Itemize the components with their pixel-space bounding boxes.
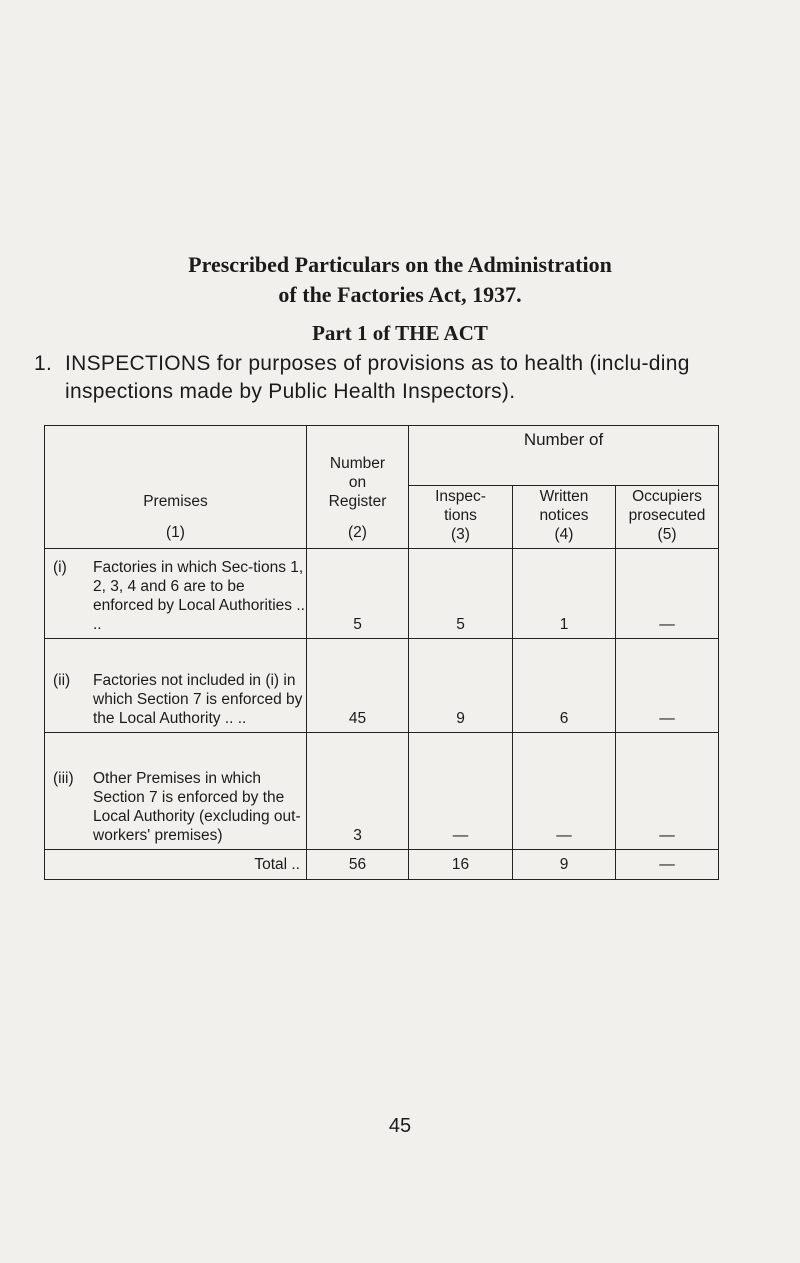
row-number: (iii) xyxy=(53,770,74,787)
total-register: 56 xyxy=(307,850,409,880)
part-heading: Part 1 of THE ACT xyxy=(312,321,488,345)
register-header-label: Number on Register xyxy=(328,455,387,510)
inspections-header xyxy=(409,486,513,549)
total-notices: 9 xyxy=(513,850,616,880)
section-number: 1. xyxy=(34,352,53,375)
premises-cell xyxy=(45,549,307,639)
inspections-cell: 5 xyxy=(409,549,513,639)
document-title-line-1: Prescribed Particulars on the Administration xyxy=(188,252,612,277)
premises-cell xyxy=(45,639,307,733)
table-row xyxy=(45,733,719,850)
notices-header-number: (4) xyxy=(554,526,574,543)
premises-header xyxy=(45,426,307,549)
row-label: Other Premises in which Section 7 is enforced by the Local Authority (excluding out-workers' premises) xyxy=(93,770,301,844)
page-number: 45 xyxy=(388,1115,412,1137)
notices-cell: — xyxy=(513,733,616,850)
number-of-header: Number of xyxy=(409,426,719,486)
section-text: INSPECTIONS for purposes of provisions as to health (inclu-ding inspections made by Public Health Inspectors). xyxy=(65,352,690,403)
inspections-header-number: (3) xyxy=(451,526,470,543)
row-number: (ii) xyxy=(53,672,71,689)
prosecuted-cell: — xyxy=(616,639,719,733)
row-label: Factories not included in (i) in which Section 7 is enforced by the Local Authority .. .. xyxy=(93,672,303,727)
total-prosecuted: — xyxy=(616,850,719,880)
inspections-table xyxy=(44,425,719,880)
prosecuted-cell: — xyxy=(616,549,719,639)
prosecuted-header-label: Occupiers prosecuted xyxy=(628,488,706,524)
row-number: (i) xyxy=(53,559,67,576)
premises-cell xyxy=(45,733,307,850)
register-cell: 5 xyxy=(307,549,409,639)
register-header xyxy=(307,426,409,549)
table-row xyxy=(45,549,719,639)
total-label: Total .. xyxy=(45,850,307,880)
notices-header-label: Written notices xyxy=(539,488,589,524)
premises-header-label: Premises xyxy=(143,493,208,510)
register-cell: 3 xyxy=(307,733,409,850)
register-header-number: (2) xyxy=(348,524,367,541)
prosecuted-cell: — xyxy=(616,733,719,850)
register-cell: 45 xyxy=(307,639,409,733)
document-title-line-2: of the Factories Act, 1937. xyxy=(278,282,522,307)
total-row xyxy=(45,850,719,880)
inspections-cell: — xyxy=(409,733,513,850)
inspections-cell: 9 xyxy=(409,639,513,733)
notices-cell: 6 xyxy=(513,639,616,733)
notices-header xyxy=(513,486,616,549)
inspections-header-label: Inspec-tions xyxy=(435,488,486,524)
header-row-top xyxy=(45,426,719,486)
table-row xyxy=(45,639,719,733)
notices-cell: 1 xyxy=(513,549,616,639)
row-label: Factories in which Sec-tions 1, 2, 3, 4 and 6 are to be enforced by Local Authorities .. .. xyxy=(93,559,305,633)
prosecuted-header xyxy=(616,486,719,549)
total-inspections: 16 xyxy=(409,850,513,880)
prosecuted-header-number: (5) xyxy=(657,526,677,543)
premises-header-number: (1) xyxy=(166,524,185,541)
